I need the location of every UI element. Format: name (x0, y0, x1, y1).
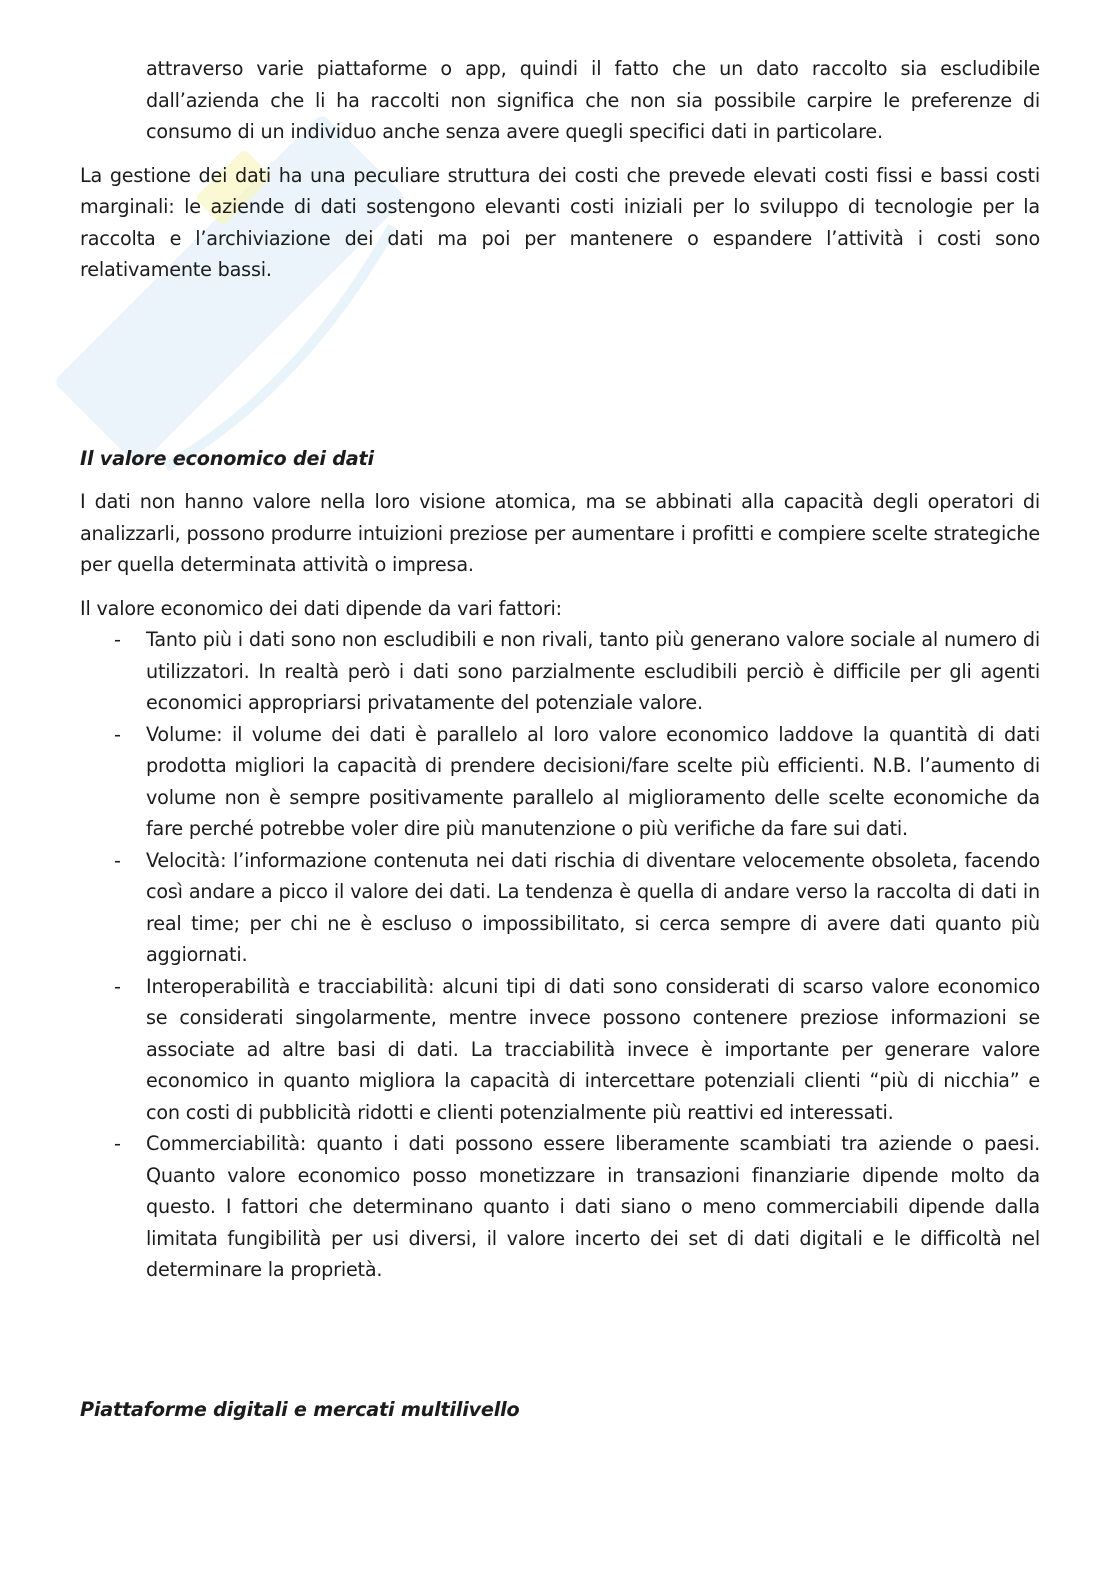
section1-paragraph-2: Il valore economico dei dati dipende da vari fattori: (80, 596, 562, 620)
list-item-text: Volume: il volume dei dati è parallelo al loro valore economico laddove la quantità di dati prodotta migliori la capacità di prendere decisioni/fare scelte più efficienti. N.B. l’aumento di volume non è sempre positivamente parallelo al miglioramento delle scelte economiche da fare perché potrebbe voler dire più manutenzione o più verifiche da fare sui dati. (146, 722, 1040, 840)
factors-list (80, 624, 1040, 1286)
list-item (80, 971, 1040, 1129)
bullet-dash: - (114, 722, 121, 746)
section-heading-piattaforme-digitali: Piattaforme digitali e mercati multilivello (80, 1397, 520, 1421)
bullet-dash: - (114, 974, 121, 998)
section-heading-valore-economico: Il valore economico dei dati (80, 446, 374, 470)
intro-continuation: attraverso varie piattaforme o app, quindi il fatto che un dato raccolto sia escludibile dall’azienda che li ha raccolti non significa che non sia possibile carpire le preferenze di consumo di un individuo anche senza avere quegli specifici dati in particolare. (146, 57, 1040, 143)
list-item-text: Velocità: l’informazione contenuta nei dati rischia di diventare velocemente obsoleta, facendo così andare a picco il valore dei dati. La tendenza è quella di andare verso la raccolta di dati in real time; per chi ne è escluso o impossibilitato, si cerca sempre di avere dati quanto più aggiornati. (146, 848, 1040, 966)
list-item-text: Interoperabilità e tracciabilità: alcuni tipi di dati sono considerati di scarso valore economico se considerati singolarmente, mentre invece possono contenere preziose informazioni se associate ad altre basi di dati. La tracciabilità invece è importante per generare valore economico in quanto migliora la capacità di intercettare potenziali clienti “più di nicchia” e con costi di pubblicità ridotti e clienti potenzialmente più reattivi ed interessati. (146, 974, 1040, 1124)
bullet-dash: - (114, 848, 121, 872)
document-body (80, 53, 1040, 1425)
list-item (80, 845, 1040, 971)
list-item (80, 1128, 1040, 1286)
list-item-text: Commerciabilità: quanto i dati possono essere liberamente scambiati tra aziende o paesi. Quanto valore economico posso monetizzare in transazioni finanziarie dipende molto da questo. I fattori che determinano quanto i dati siano o meno commerciabili dipende dalla limitata fungibilità per usi diversi, il valore incerto dei set di dati digitali e le difficoltà nel determinare la proprietà. (146, 1132, 1040, 1281)
intro-paragraph: La gestione dei dati ha una peculiare struttura dei costi che prevede elevati costi fissi e bassi costi marginali: le aziende di dati sostengono elevanti costi iniziali per lo sviluppo di tecnologie per la raccolta e l’archiviazione dei dati ma poi per mantenere o espandere l’attività i costi sono relativamente bassi. (80, 163, 1040, 281)
section1-paragraph-1: I dati non hanno valore nella loro visione atomica, ma se abbinati alla capacità degli operatori di analizzarli, possono produrre intuizioni preziose per aumentare i profitti e compiere scelte strategiche per quella determinata attività o impresa. (80, 490, 1040, 576)
bullet-dash: - (114, 628, 121, 651)
list-item (80, 624, 1040, 719)
list-item-text: Tanto più i dati sono non escludibili e non rivali, tanto più generano valore sociale al numero di utilizzatori. In realtà però i dati sono parzialmente escludibili perciò è difficile per gli agenti economici appropriarsi privatamente del potenziale valore. (146, 628, 1040, 714)
bullet-dash: - (114, 1132, 121, 1155)
list-item (80, 719, 1040, 845)
